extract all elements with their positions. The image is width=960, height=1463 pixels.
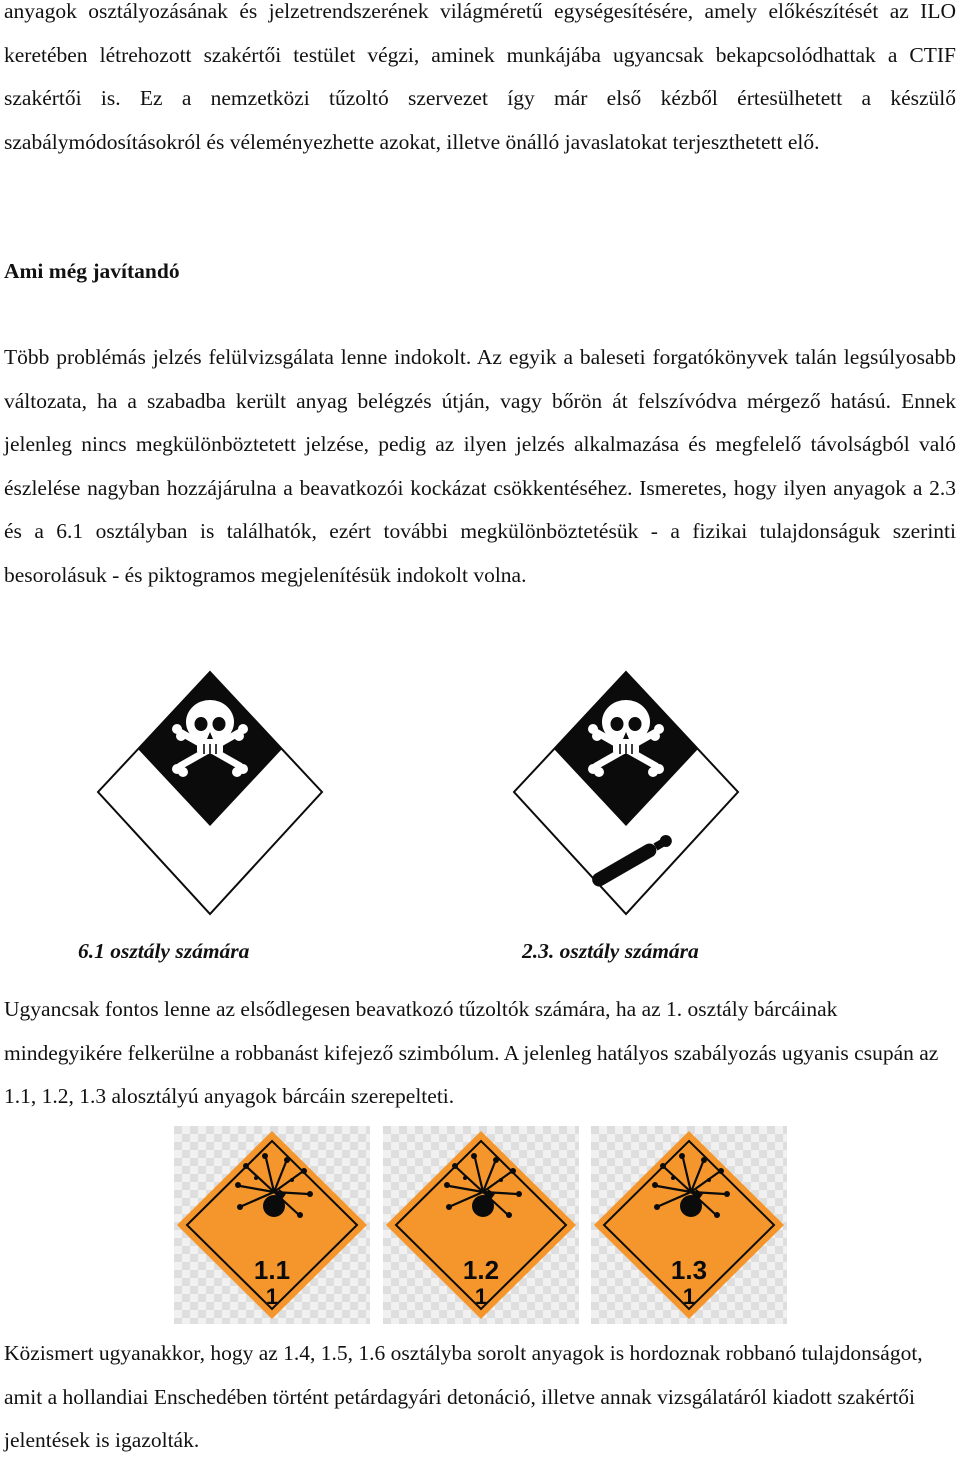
- toxic-caption: 6.1 osztály számára: [78, 939, 250, 963]
- explosive-group-1-3: 1: [682, 1284, 696, 1309]
- intro-paragraph: anyagok osztályozásának és jelzetrendszerének világméretű egységesítésére, amely előkészítését az ILO keretében létrehozott szakértői testület végzi, aminek munkájába ugyancsak bekapcsolódhattak a CTIF szakértői is. Ez a nemzetközi tűzoltó szervezet így már első kézből értesülhetett a készülő szabálymódosításokról és véleményezhette azokat, illetve önálló javaslatokat terjeszthetett elő.: [4, 0, 956, 154]
- section-heading: Ami még javítandó: [4, 259, 180, 283]
- final-paragraph: Közismert ugyanakkor, hogy az 1.4, 1.5, 1.6 osztályba sorolt anyagok is hordoznak robbanó tulajdonságot, amit a hollandiai Enschedében történt petárdagyári detonáció, illetve annak vizsgálatáról kiadott szakértői jelentések is igazolták.: [4, 1341, 923, 1452]
- explosive-group-1-2: 1: [474, 1284, 488, 1309]
- explosive-division-1-1: 1.1: [253, 1255, 291, 1285]
- toxic-gas-placard: [508, 668, 744, 918]
- explosive-division-1-3: 1.3: [670, 1255, 708, 1285]
- problems-paragraph: Több problémás jelzés felülvizsgálata lenne indokolt. Az egyik a baleseti forgatókönyvek talán legsúlyosabb változata, ha a szabadba került anyag belégzés útján, vagy bőrön át felszívódva mérgező hatású. Ennek jelenleg nincs megkülönböztetett jelzése, pedig az ilyen jelzés alkalmazása és megfelelő távolságból való észlelése nagyban hozzájárulna a beavatkozói kockázat csökkentéséhez. Ismeretes, hogy ilyen anyagok a 2.3 és a 6.1 osztályban is találhatók, ezért további megkülönböztetésük - a fizikai tulajdonságuk szerinti besorolásuk - és piktogramos megjelenítésük indokolt volna.: [4, 345, 956, 587]
- toxic-placard: [94, 668, 326, 918]
- explosive-division-1-2: 1.2: [462, 1255, 500, 1285]
- explosive-label-1-3: [591, 1126, 787, 1324]
- explosive-group-1-1: 1: [265, 1284, 279, 1309]
- gas-caption: 2.3. osztály számára: [522, 939, 699, 963]
- explosive-label-1-2: [383, 1126, 579, 1324]
- explosives-paragraph: Ugyancsak fontos lenne az elsődlegesen beavatkozó tűzoltók számára, ha az 1. osztály bárcáinak mindegyikére felkerülne a robbanást kifejező szimbólum. A jelenleg hatályos szabályozás ugyanis csupán az 1.1, 1.2, 1.3 alosztályú anyagok bárcáin szerepelteti.: [4, 997, 939, 1108]
- explosive-label-1-1: [174, 1126, 370, 1324]
